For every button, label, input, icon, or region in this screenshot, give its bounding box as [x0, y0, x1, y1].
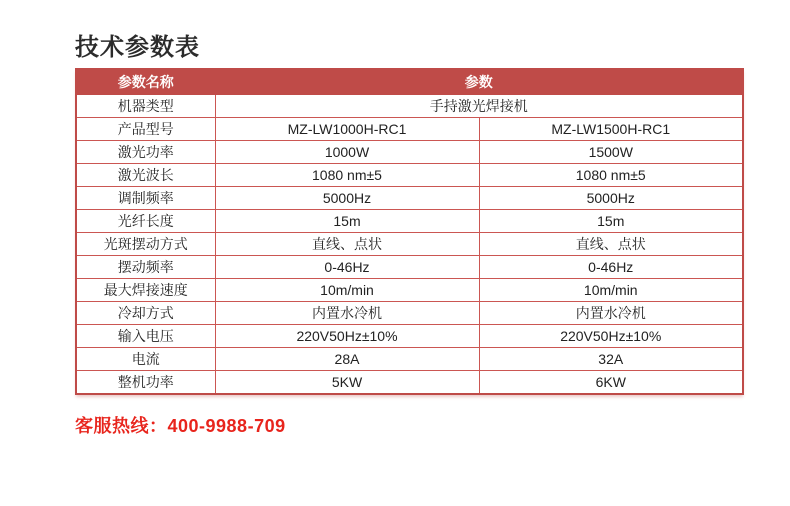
param-value-cell: 10m/min: [215, 278, 479, 301]
param-name-cell: 最大焊接速度: [76, 278, 215, 301]
param-name-cell: 调制频率: [76, 186, 215, 209]
table-row: [76, 94, 743, 117]
table-header-row: [76, 69, 743, 94]
table-row: [76, 370, 743, 394]
param-value-cell: MZ-LW1000H-RC1: [215, 117, 479, 140]
param-value-cell: 6KW: [479, 370, 743, 394]
table-row: [76, 255, 743, 278]
param-name-cell: 摆动频率: [76, 255, 215, 278]
table-row: [76, 347, 743, 370]
param-value-cell: 手持激光焊接机: [215, 94, 743, 117]
param-value-cell: 15m: [479, 209, 743, 232]
table-row: [76, 186, 743, 209]
hotline-number: 400-9988-709: [167, 416, 286, 436]
table-row: [76, 117, 743, 140]
param-name-cell: 光斑摆动方式: [76, 232, 215, 255]
param-value-cell: 1080 nm±5: [215, 163, 479, 186]
param-name-cell: 整机功率: [76, 370, 215, 394]
param-name-cell: 激光功率: [76, 140, 215, 163]
param-name-cell: 产品型号: [76, 117, 215, 140]
table-row: [76, 324, 743, 347]
param-value-cell: 内置水冷机: [479, 301, 743, 324]
param-value-cell: 32A: [479, 347, 743, 370]
param-value-cell: 15m: [215, 209, 479, 232]
table-row: [76, 163, 743, 186]
table-row: [76, 301, 743, 324]
param-value-cell: 内置水冷机: [215, 301, 479, 324]
param-value-cell: MZ-LW1500H-RC1: [479, 117, 743, 140]
table-row: [76, 140, 743, 163]
table-row: [76, 278, 743, 301]
param-value-cell: 直线、点状: [215, 232, 479, 255]
param-value-cell: 1080 nm±5: [479, 163, 743, 186]
param-value-cell: 0-46Hz: [479, 255, 743, 278]
param-name-cell: 光纤长度: [76, 209, 215, 232]
header-param-value: 参数: [215, 69, 743, 94]
table-row: [76, 232, 743, 255]
param-value-cell: 1000W: [215, 140, 479, 163]
param-value-cell: 直线、点状: [479, 232, 743, 255]
param-name-cell: 输入电压: [76, 324, 215, 347]
param-value-cell: 5KW: [215, 370, 479, 394]
param-value-cell: 5000Hz: [479, 186, 743, 209]
hotline-label: 客服热线：: [75, 416, 168, 436]
param-value-cell: 5000Hz: [215, 186, 479, 209]
param-value-cell: 220V50Hz±10%: [215, 324, 479, 347]
spec-table: [75, 68, 744, 395]
hotline: [75, 412, 286, 438]
param-name-cell: 激光波长: [76, 163, 215, 186]
param-value-cell: 220V50Hz±10%: [479, 324, 743, 347]
param-value-cell: 28A: [215, 347, 479, 370]
page-title: 技术参数表: [75, 34, 200, 61]
param-name-cell: 冷却方式: [76, 301, 215, 324]
table-row: [76, 209, 743, 232]
header-param-name: 参数名称: [76, 69, 215, 94]
param-value-cell: 0-46Hz: [215, 255, 479, 278]
param-name-cell: 电流: [76, 347, 215, 370]
param-value-cell: 10m/min: [479, 278, 743, 301]
param-name-cell: 机器类型: [76, 94, 215, 117]
param-value-cell: 1500W: [479, 140, 743, 163]
